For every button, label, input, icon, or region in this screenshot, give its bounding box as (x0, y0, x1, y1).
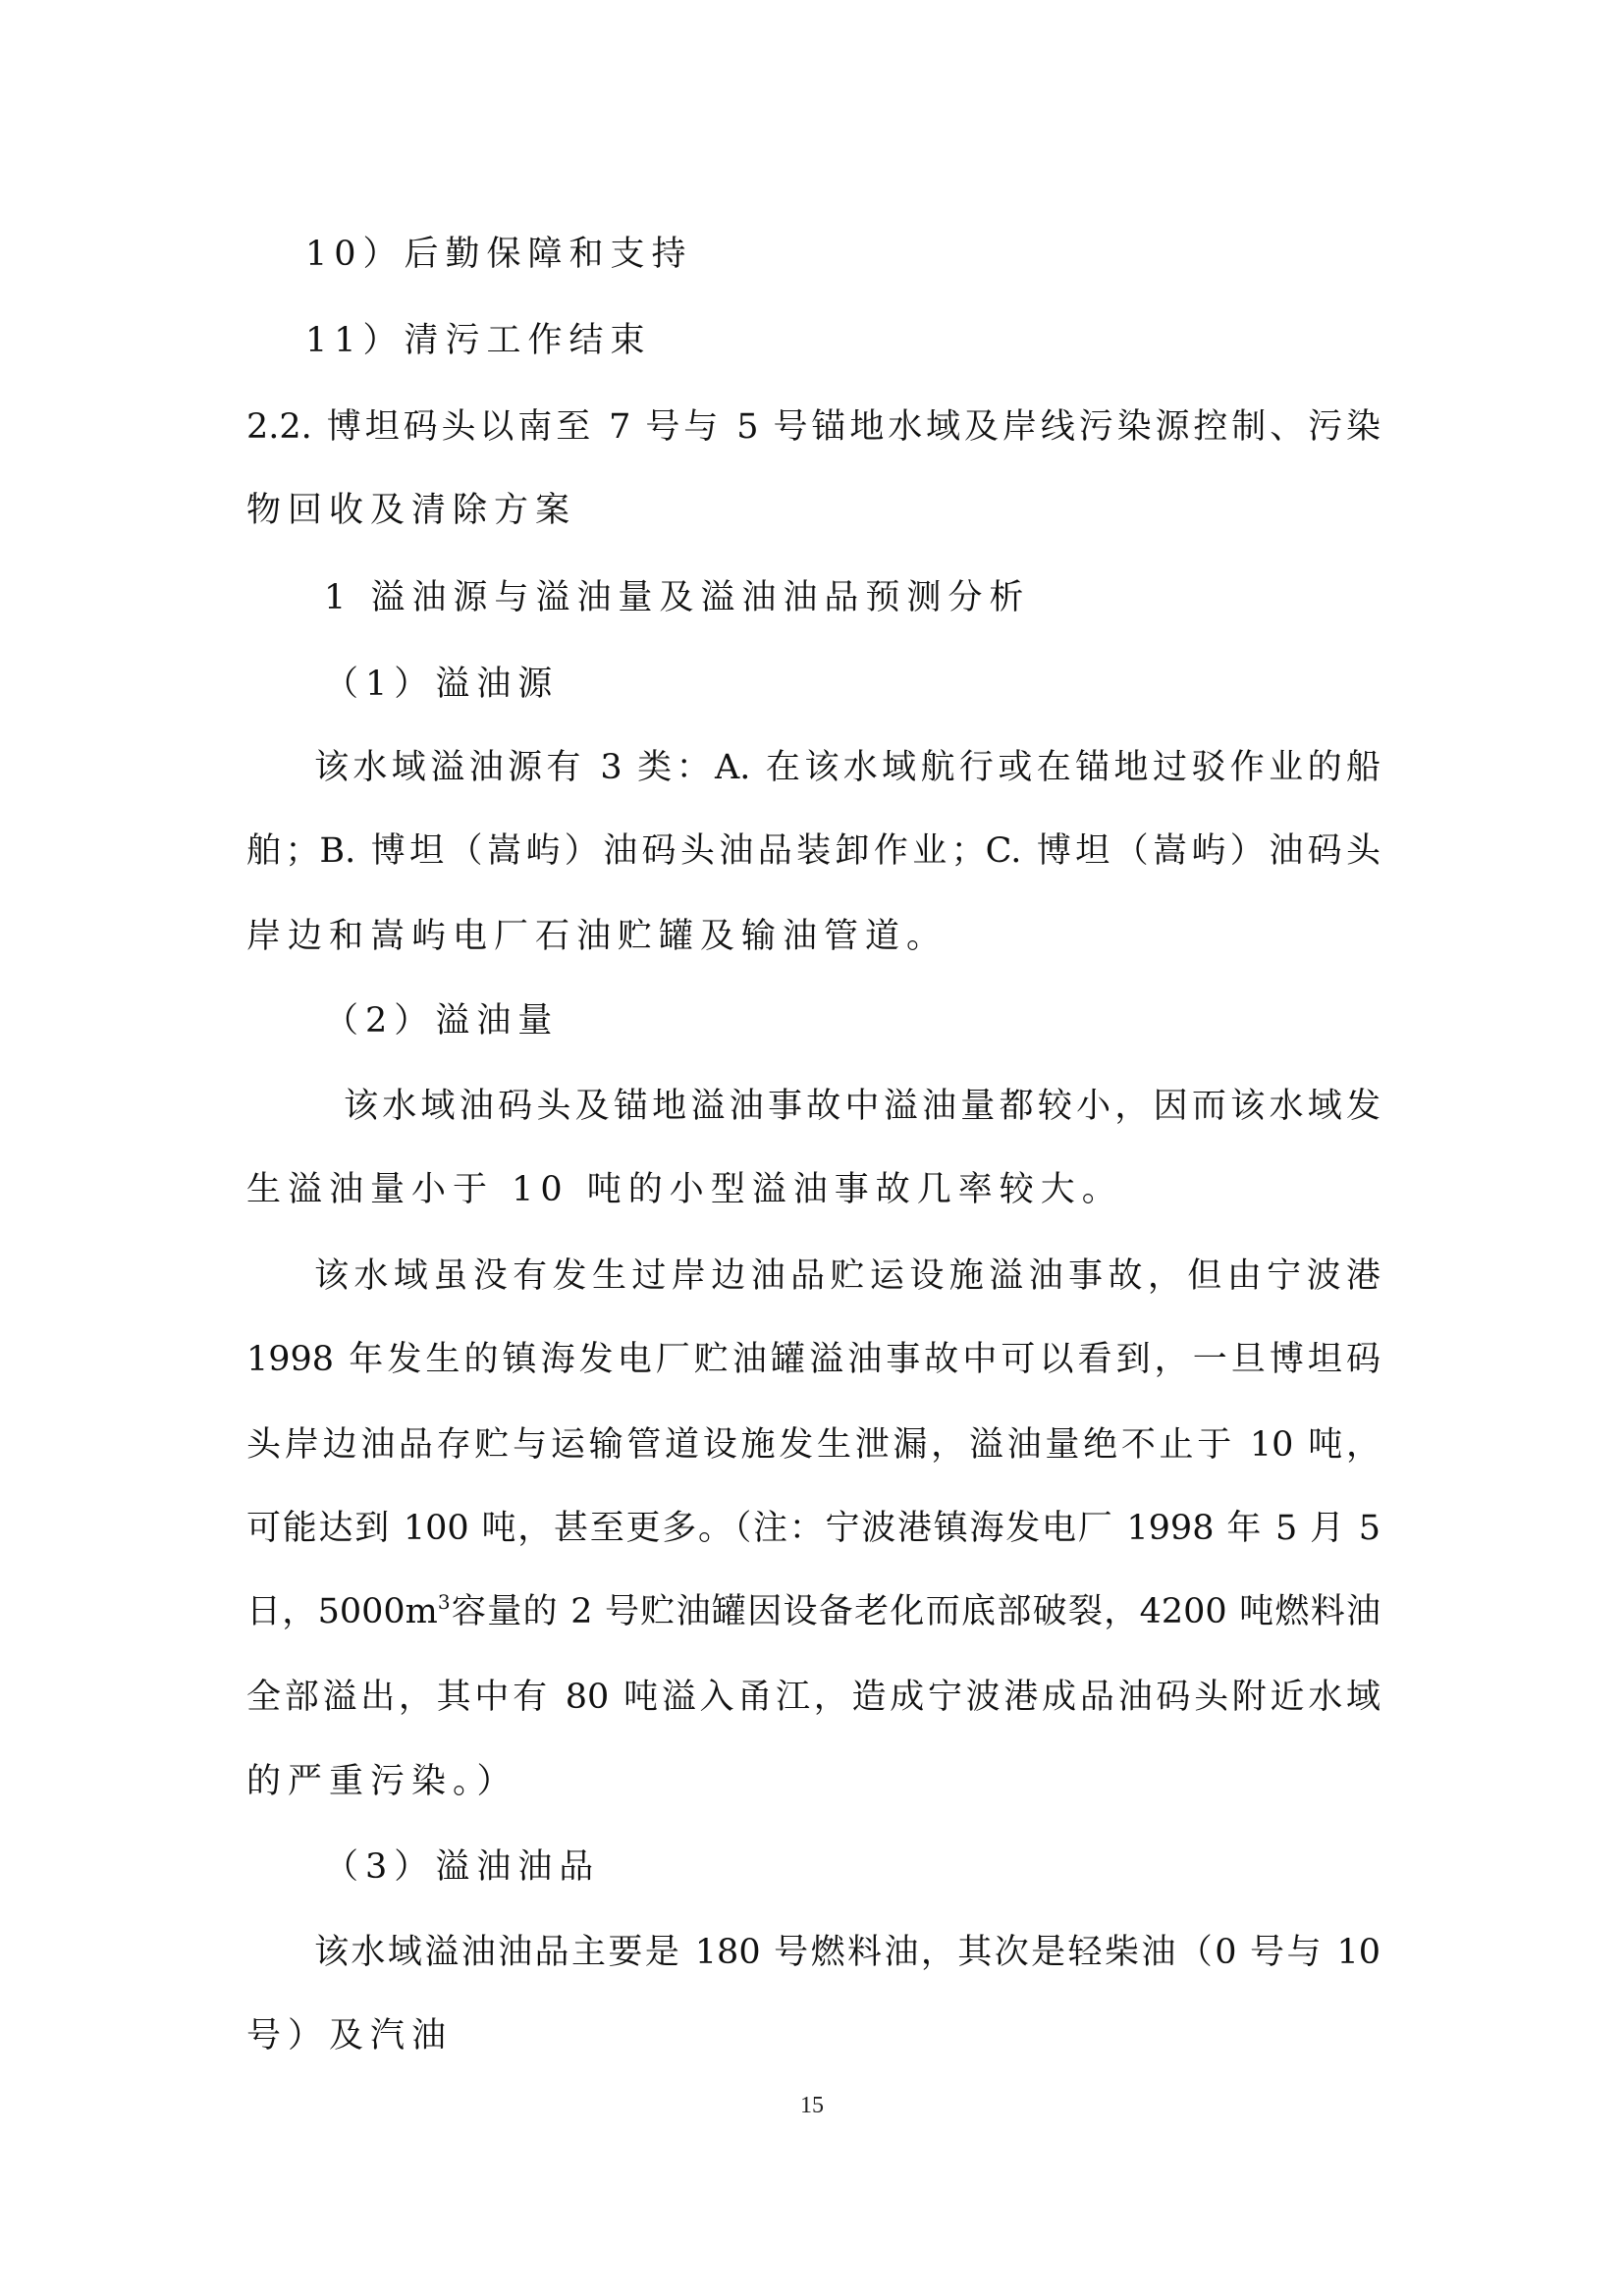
part-title-spill-source: （1）溢油源 (324, 665, 560, 704)
subsection-title: 1 溢油源与溢油量及溢油油品预测分析 (324, 578, 1031, 617)
section-heading-line: 2.2. 博坦码头以南至 7 号与 5 号锚地水域及岸线污染源控制、污染 (246, 407, 1380, 447)
paragraph-line: 该水域溢油源有 3 类：A. 在该水域航行或在锚地过驳作业的船 (314, 748, 1380, 787)
part-title-spill-oil-type: （3）溢油油品 (324, 1847, 601, 1887)
paragraph-line-with-superscript (246, 1590, 1380, 1633)
paragraph-line: 舶；B. 博坦（嵩屿）油码头油品装卸作业；C. 博坦（嵩屿）油码头 (246, 831, 1380, 871)
page-number: 15 (800, 2093, 824, 2118)
paragraph-line: 号）及汽油 (246, 2016, 454, 2056)
paragraph-line: 该水域溢油油品主要是 180 号燃料油，其次是轻柴油（0 号与 10 (314, 1933, 1380, 1972)
paragraph-line: 岸边和嵩屿电厂石油贮罐及输油管道。 (246, 917, 948, 956)
section-heading-line: 物回收及清除方案 (246, 491, 577, 530)
list-item: 11）清污工作结束 (305, 321, 652, 360)
paragraph-line: 该水域虽没有发生过岸边油品贮运设施溢油事故，但由宁波港 (314, 1256, 1380, 1296)
paragraph-line: 可能达到 100 吨，甚至更多。（注：宁波港镇海发电厂 1998 年 5 月 5 (246, 1509, 1380, 1548)
paragraph-line: 全部溢出，其中有 80 吨溢入甬江，造成宁波港成品油码头附近水域 (246, 1678, 1380, 1717)
cubic-superscript: 3 (437, 1590, 451, 1614)
text-before-superscript: 日，5000m (246, 1592, 438, 1631)
paragraph-line: 头岸边油品存贮与运输管道设施发生泄漏，溢油量绝不止于 10 吨， (246, 1425, 1380, 1465)
list-item: 10）后勤保障和支持 (305, 235, 693, 274)
part-title-spill-volume: （2）溢油量 (324, 1001, 560, 1041)
text-after-superscript: 容量的 2 号贮油罐因设备老化而底部破裂，4200 吨燃料油 (450, 1592, 1380, 1631)
paragraph-line: 生溢油量小于 10 吨的小型溢油事故几率较大。 (246, 1170, 1123, 1209)
paragraph-line: 1998 年发生的镇海发电厂贮油罐溢油事故中可以看到，一旦博坦码 (246, 1340, 1380, 1379)
paragraph-line: 的严重污染。） (246, 1762, 518, 1801)
paragraph-line: 该水域油码头及锚地溢油事故中溢油量都较小，因而该水域发 (344, 1087, 1380, 1126)
